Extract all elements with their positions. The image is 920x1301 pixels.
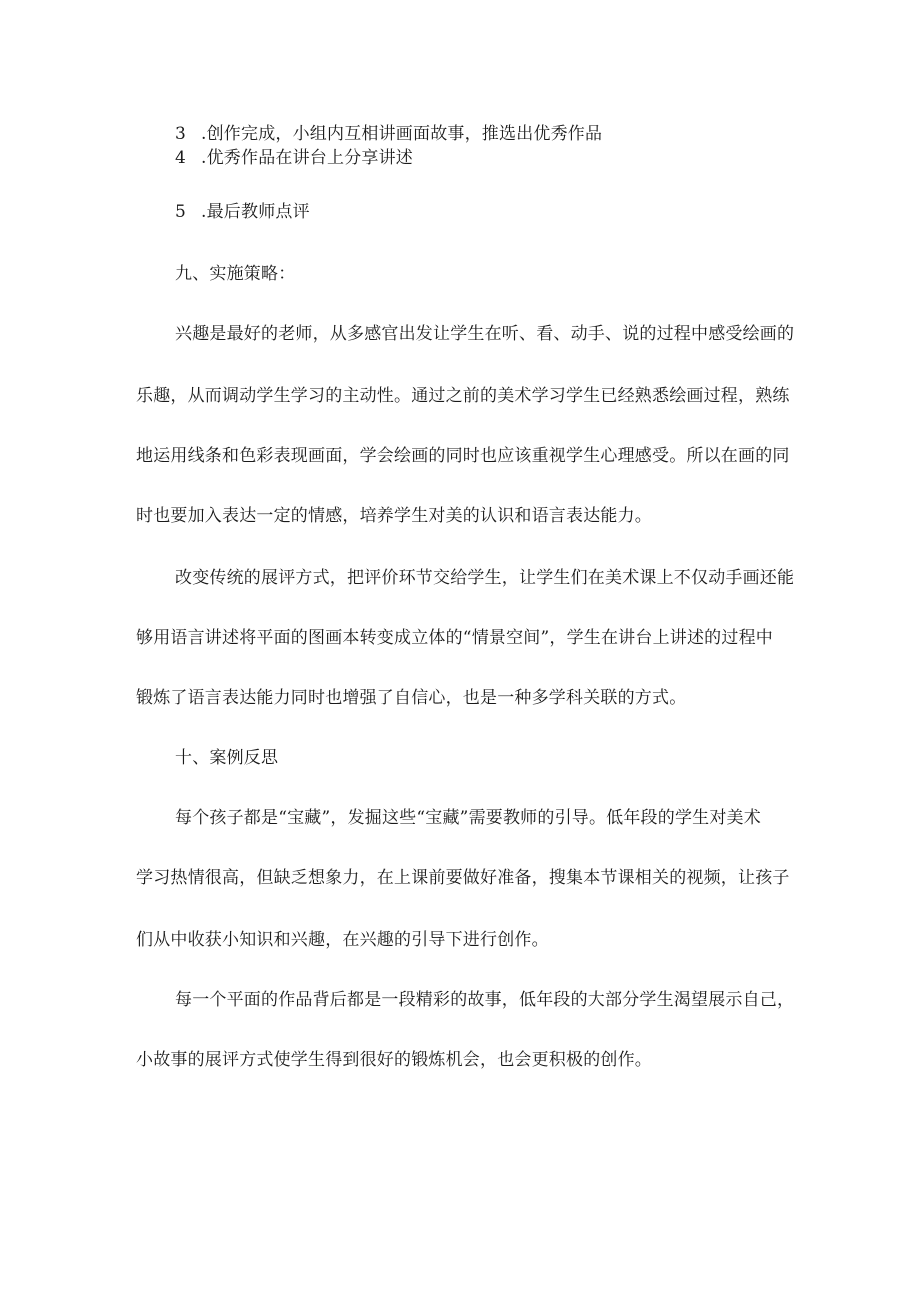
paragraph-line: 学习热情很高，但缺乏想象力，在上课前要做好准备，搜集本节课相关的视频，让孩子 <box>136 868 790 888</box>
paragraph-line: 时也要加入表达一定的情感，培养学生对美的认识和语言表达能力。 <box>136 506 652 526</box>
step-number: 3 <box>175 124 187 144</box>
paragraph-line: 每个孩子都是“宝藏”，发掘这些“宝藏”需要教师的引导。低年段的学生对美术 <box>175 808 761 828</box>
paragraph-line: 兴趣是最好的老师，从多感官出发让学生在听、看、动手、说的过程中感受绘画的 <box>175 324 795 344</box>
paragraph-line: 锻炼了语言表达能力同时也增强了自信心，也是一种多学科关联的方式。 <box>136 688 687 708</box>
paragraph-line: 每一个平面的作品背后都是一段精彩的故事，低年段的大部分学生渴望展示自己， <box>175 990 795 1010</box>
step-number: 5 <box>175 202 187 222</box>
step-4 <box>175 146 413 170</box>
paragraph-line: 改变传统的展评方式，把评价环节交给学生，让学生们在美术课上不仅动手画还能 <box>175 568 795 588</box>
paragraph-line: 们从中收获小知识和兴趣，在兴趣的引导下进行创作。 <box>136 930 549 950</box>
section-10-heading: 十、案例反思 <box>175 748 279 768</box>
step-text: .创作完成，小组内互相讲画面故事，推选出优秀作品 <box>201 124 603 144</box>
paragraph-line: 够用语言讲述将平面的图画本转变成立体的“情景空间”，学生在讲台上讲述的过程中 <box>136 628 773 648</box>
paragraph-line: 小故事的展评方式使学生得到很好的锻炼机会，也会更积极的创作。 <box>136 1050 652 1070</box>
section-9-heading: 九、实施策略： <box>175 264 296 284</box>
step-text: .优秀作品在讲台上分享讲述 <box>201 148 414 168</box>
step-text: .最后教师点评 <box>201 202 310 222</box>
paragraph-line: 乐趣，从而调动学生学习的主动性。通过之前的美术学习学生已经熟悉绘画过程，熟练 <box>136 386 790 406</box>
paragraph-line: 地运用线条和色彩表现画面，学会绘画的同时也应该重视学生心理感受。所以在画的同 <box>136 446 790 466</box>
step-3 <box>175 122 602 146</box>
step-number: 4 <box>175 148 187 168</box>
step-5 <box>175 200 310 224</box>
